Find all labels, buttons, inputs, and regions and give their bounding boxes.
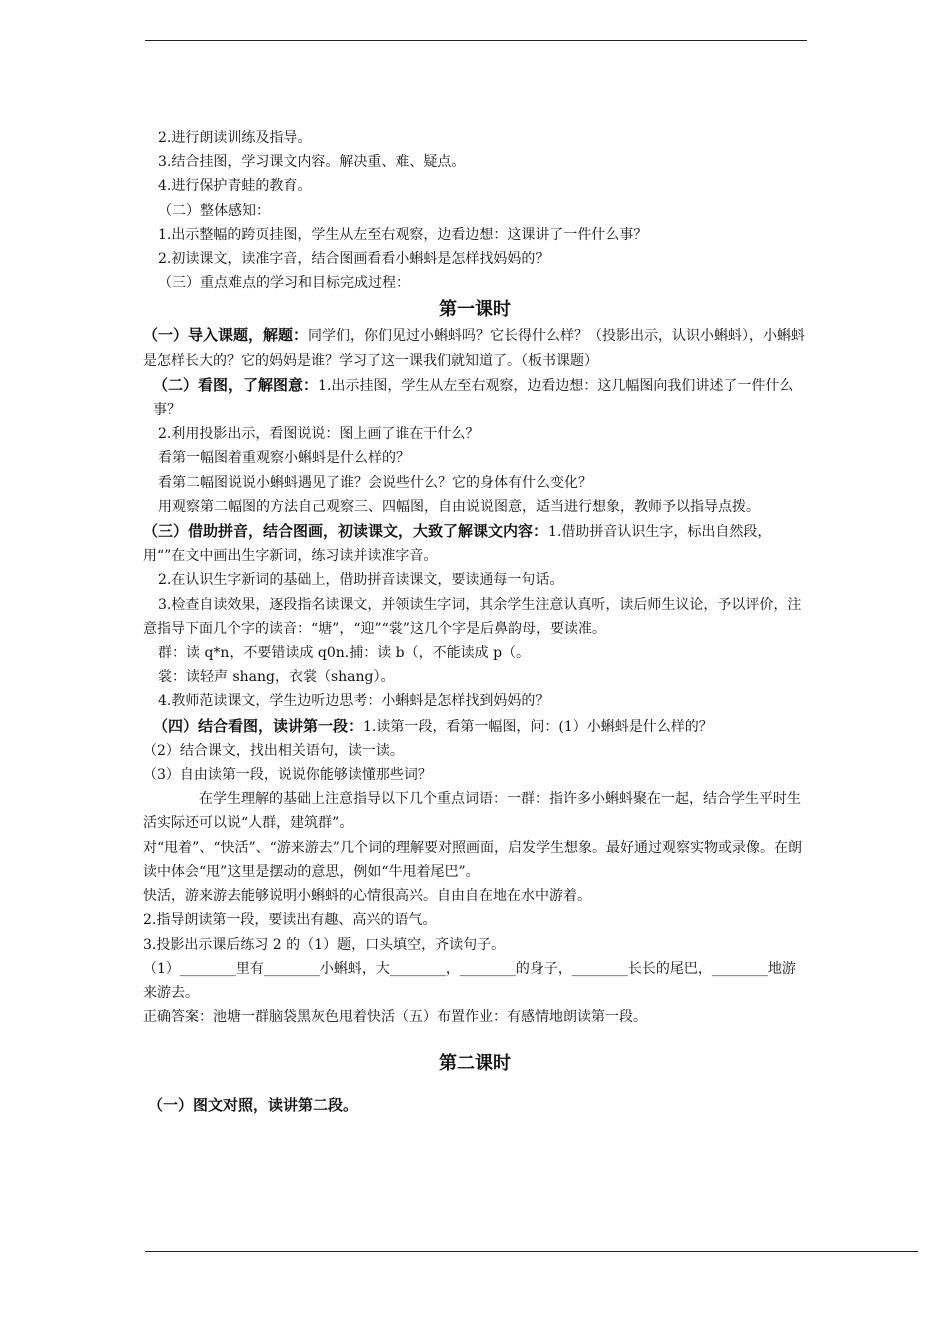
section-4-text: 1.读第一段，看第一幅图，问：(1）小蝌蚪是什么样的？ xyxy=(363,718,713,735)
text-line: 2.在认识生字新词的基础上，借助拼音读课文，要读通每一句话。 xyxy=(158,572,564,589)
text-line: 裳：读轻声 shang，衣裳（shang）。 xyxy=(158,669,395,686)
section-1-paragraph xyxy=(143,323,807,372)
text-line: 2.进行朗读训练及指导。 xyxy=(158,130,312,146)
text-line: 4.进行保护青蛙的教育。 xyxy=(158,178,312,195)
section-3-heading: （三）借助拼音，结合图画，初读课文，大致了解课文内容： xyxy=(143,522,549,541)
text-line: 3.结合挂图，学习课文内容。解决重、难、疑点。 xyxy=(158,154,466,171)
text-line: 4.教师范读课文，学生边听边思考：小蝌蚪是怎样找到妈妈的？ xyxy=(158,693,550,710)
text-line: 看第二幅图说说小蝌蚪遇见了谁？会说些什么？它的身体有什么变化？ xyxy=(158,474,592,491)
document-body xyxy=(143,126,807,1118)
text-line: 群：读 q*n，不要错读成 q0n.捕：读 b（，不能读成 p（。 xyxy=(158,645,531,662)
text-line: 3.投影出示课后练习 2 的（1）题，口头填空，齐读句子。 xyxy=(143,936,506,953)
text-paragraph: 3.检查自读效果，逐段指名读课文，并领读生字词，其余学生注意认真听，读后师生议论，予以评价，注意指导下面几个字的读音：“塘”，“迎”“裳”这几个字是后鼻韵母，要读准。 xyxy=(143,596,802,637)
lesson-2-section-heading: （一）图文对照，读讲第二段。 xyxy=(148,1096,359,1115)
text-line: 2.利用投影出示，看图说说：图上画了谁在干什么？ xyxy=(158,426,480,443)
text-paragraph: 用观察第二幅图的方法自己观察三、四幅图，自由说说图意，适当进行想象，教师予以指导点拨。 xyxy=(158,498,760,515)
text-line: 2.指导朗读第一段，要读出有趣、高兴的语气。 xyxy=(143,912,437,929)
section-4-paragraph xyxy=(143,714,807,739)
text-line: 快活，游来游去能够说明小蝌蚪的心情很高兴。自由自在地在水中游着。 xyxy=(143,888,591,905)
text-line: （三）重点难点的学习和目标完成过程： xyxy=(158,275,410,292)
text-line: （2）结合课文，找出相关语句，读一读。 xyxy=(143,742,404,759)
text-line: 看第一幅图着重观察小蝌蚪是什么样的？ xyxy=(158,450,410,467)
section-2-heading: （二）看图，了解图意： xyxy=(153,375,319,394)
text-line: 2.初读课文，读准字音，结合图画看看小蝌蚪是怎样找妈妈的？ xyxy=(158,251,550,268)
section-1-text: 同学们，你们见过小蝌蚪吗？它长得什么样？（投影出示，认识小蝌蚪），小蝌蚪是怎样长大的？它的妈妈是谁？学习了这一课我们就知道了。（板书课题） xyxy=(143,328,806,369)
answer-line: 正确答案：池塘一群脑袋黑灰色甩着快活（五）布置作业：有感情地朗读第一段。 xyxy=(143,1009,647,1026)
section-2-paragraph xyxy=(143,373,807,422)
lesson-1-title: 第一课时 xyxy=(439,299,511,321)
text-line: （二）整体感知： xyxy=(158,202,270,219)
section-2-text: 1.出示挂图，学生从左至右观察，边看边想：这几幅图向我们讲述了一件什么事？ xyxy=(153,377,794,419)
text-paragraph: 在学生理解的基础上注意指导以下几个重点词语：一群：指许多小蝌蚪聚在一起，结合学生平时生活实际还可以说“人群，建筑群”。 xyxy=(143,791,801,832)
text-line: 1.出示整幅的跨页挂图，学生从左至右观察，边看边想：这课讲了一件什么事？ xyxy=(158,226,648,243)
fill-in-exercise: （1）________里有________小蝌蚪，大________，________的身子，________长长的尾巴，________地游来游去。 xyxy=(143,960,796,1001)
header-rule xyxy=(145,40,807,41)
section-1-heading: （一）导入课题，解题： xyxy=(143,326,309,345)
section-3-text: 1.借助拼音认识生字，标出自然段，用“”在文中画出生字新词，练习读并读准字音。 xyxy=(143,524,772,565)
section-3-paragraph xyxy=(143,519,807,568)
footer-rule xyxy=(145,1251,918,1252)
lesson-2-title: 第二课时 xyxy=(439,1053,511,1075)
text-line: （3）自由读第一段，说说你能够读懂那些词？ xyxy=(143,767,432,784)
section-4-heading: （四）结合看图，读讲第一段： xyxy=(153,716,364,735)
text-paragraph: 对“甩着”、“快活”、“游来游去”几个词的理解要对照画面，启发学生想象。最好通过观察实物或录像。在朗读中体会“甩”这里是摆动的意思，例如“牛甩着尾巴”。 xyxy=(143,839,802,880)
